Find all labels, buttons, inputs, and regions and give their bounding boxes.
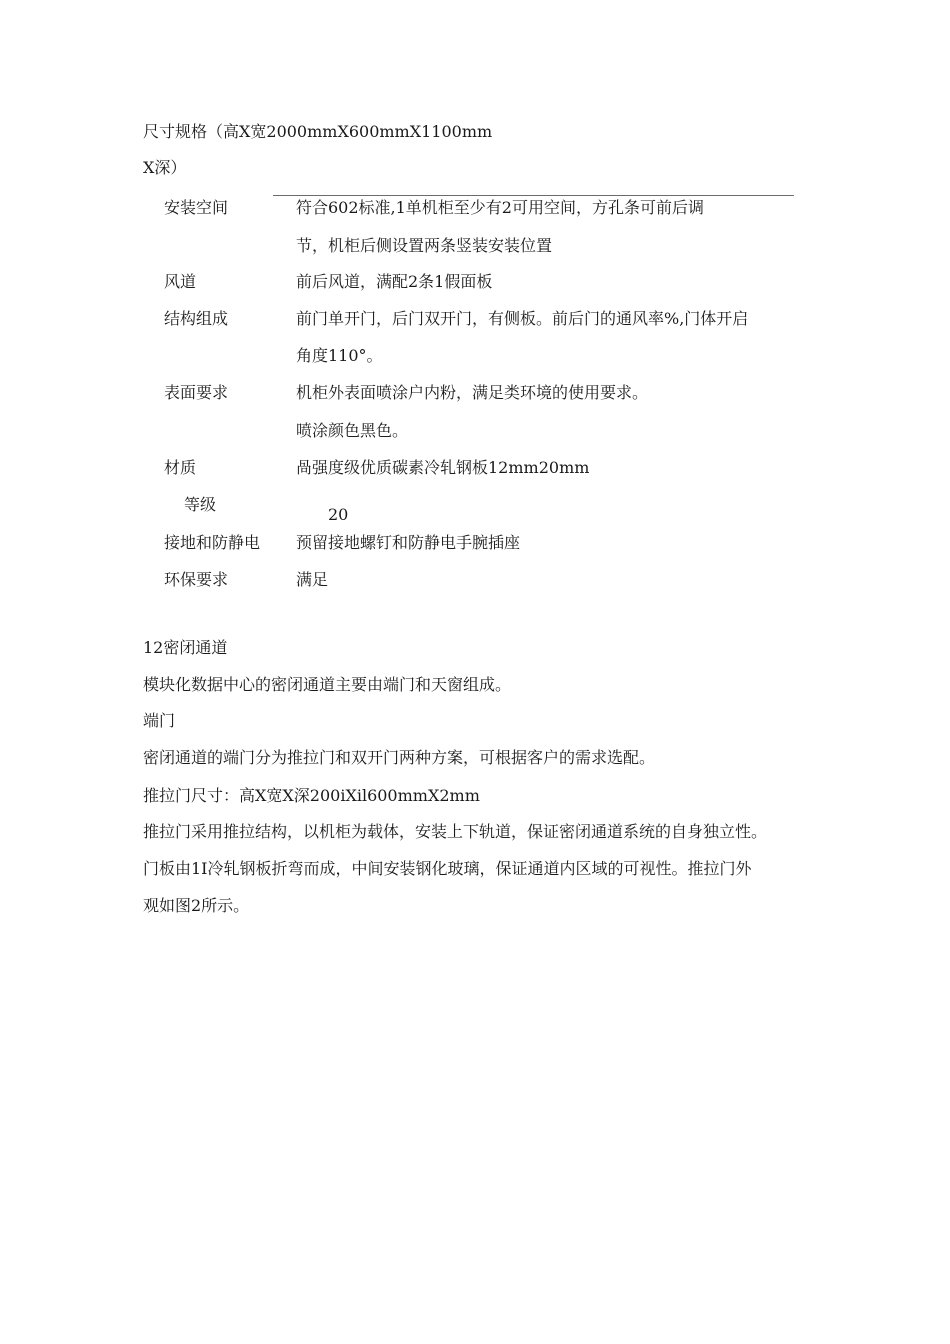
spec-size-line1: 尺寸规格（高X宽2000mmX600mmX1100mm <box>143 122 493 141</box>
eco-value: 满足 <box>296 570 329 589</box>
surface-value-line1: 机柜外表面喷涂户内粉，满足类环境的使用要求。 <box>296 383 649 402</box>
grounding-label: 接地和防静电 <box>164 533 261 552</box>
structure-value-line1: 前门单开门，后门双开门，有侧板。前后门的通风率%,门体开启 <box>296 309 749 328</box>
paragraph-sliding-door-size: 推拉门尺寸：高X宽X深200iXil600mmX2mm <box>143 786 480 805</box>
material-label: 材质 <box>164 458 197 477</box>
airway-value: 前后风道，满配2条1假面板 <box>296 272 493 291</box>
material-value: 咼强度级优质碳素冷轧钢板12mm20mm <box>296 458 590 477</box>
paragraph-door-panel-line2: 观如图2所示。 <box>143 896 250 915</box>
section-intro: 模块化数据中心的密闭通道主要由端门和天窗组成。 <box>143 675 512 694</box>
paragraph-door-options: 密闭通道的端门分为推拉门和双开门两种方案，可根据客户的需求选配。 <box>143 748 656 767</box>
grade-label: 等级 <box>184 495 217 514</box>
airway-label: 风道 <box>164 272 197 291</box>
paragraph-sliding-door-structure: 推拉门采用推拉结构，以机柜为载体，安装上下轨道，保证密闭通道系统的自身独立性。 <box>143 822 768 841</box>
install-space-value-line2: 节，机柜后侧设置两条竖装安装位置 <box>296 236 553 255</box>
grounding-value: 预留接地螺钉和防静电手腕插座 <box>296 533 521 552</box>
spec-size-line2: X深） <box>143 158 187 177</box>
install-space-label: 安装空间 <box>164 198 229 217</box>
surface-label: 表面要求 <box>164 383 229 402</box>
section-heading: 12密闭通道 <box>143 638 228 657</box>
end-door-subheading: 端门 <box>143 711 176 730</box>
structure-value-line2: 角度110°。 <box>296 346 383 365</box>
grade-value: 20 <box>328 505 349 524</box>
table-top-rule <box>273 195 794 196</box>
structure-label: 结构组成 <box>164 309 229 328</box>
install-space-value-line1: 符合602标准,1单机柜至少有2可用空间，方孔条可前后调 <box>296 198 704 217</box>
eco-label: 环保要求 <box>164 570 229 589</box>
paragraph-door-panel-line1: 门板由1I冷轧钢板折弯而成，中间安装钢化玻璃，保证通道内区域的可视性。推拉门外 <box>143 859 752 878</box>
surface-value-line2: 喷涂颜色黑色。 <box>296 421 409 440</box>
